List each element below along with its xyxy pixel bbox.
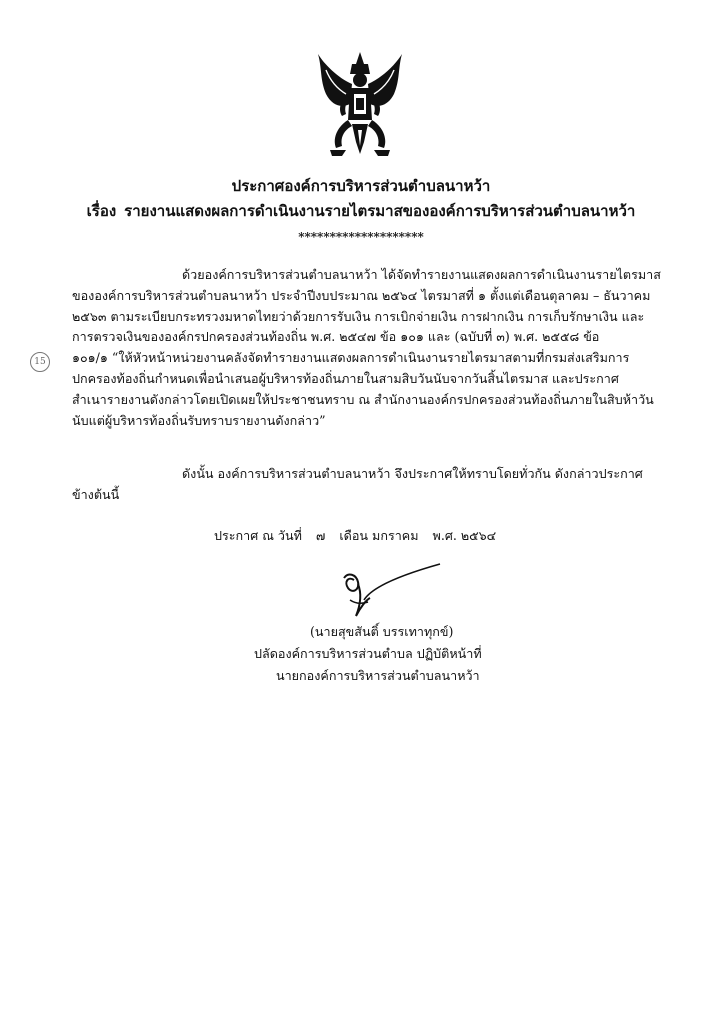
date-prefix: ประกาศ ณ วันที่ bbox=[214, 528, 302, 543]
paragraph-line: การตรวจเงินขององค์กรปกครองส่วนท้องถิ่น พ.ศ. ๒๕๔๗ ข้อ ๑๐๑ และ (ฉบับที่ ๓) พ.ศ. ๒๕๕๘ ข้อ bbox=[72, 329, 600, 345]
paragraph-line: สำเนารายงานดังกล่าวโดยเปิดเผยให้ประชาชนทราบ ณ สำนักงานองค์กรปกครองส่วนท้องถิ่นภายในสิบห้าวัน bbox=[72, 391, 654, 407]
paragraph-line: ๒๕๖๓ ตามระเบียบกระทรวงมหาดไทยว่าด้วยการรับเงิน การเบิกจ่ายเงิน การฝากเงิน การเก็บรักษาเงิน และ bbox=[72, 308, 645, 324]
subject-label: เรื่อง bbox=[86, 202, 117, 220]
paragraph-line: ดังนั้น องค์การบริหารส่วนตำบลนาหว้า จึงประกาศให้ทราบโดยทั่วกัน ดังกล่าวประกาศ bbox=[182, 466, 643, 481]
paragraph-line: ขององค์การบริหารส่วนตำบลนาหว้า ประจำปีงบประมาณ ๒๕๖๔ ไตรมาสที่ ๑ ตั้งแต่เดือนตุลาคม – ธันวาคม bbox=[72, 287, 651, 303]
paragraph-line: ๑๐๑/๑ “ให้หัวหน้าหน่วยงานคลังจัดทำรายงานแสดงผลการดำเนินงานรายไตรมาสตามที่กรมส่งเสริมการ bbox=[72, 350, 630, 366]
paragraph-line: ด้วยองค์การบริหารส่วนตำบลนาหว้า ได้จัดทำรายงานแสดงผลการดำเนินงานรายไตรมาส bbox=[182, 267, 661, 282]
date-month: เดือน มกราคม bbox=[339, 528, 419, 543]
body-paragraph-1 bbox=[72, 265, 660, 431]
date-year: พ.ศ. ๒๕๖๔ bbox=[432, 528, 497, 543]
signatory-position-2: นายกองค์การบริหารส่วนตำบลนาหว้า bbox=[276, 668, 480, 683]
separator-line: ******************** bbox=[298, 230, 424, 244]
paragraph-line: ปกครองท้องถิ่นกำหนดเพื่อนำเสนอผู้บริหารท้องถิ่นภายในสามสิบวันนับจากวันสิ้นไตรมาส และประกาศ bbox=[72, 370, 619, 386]
signatory-name: (นายสุขสันติ์ บรรเทาทุกข์) bbox=[310, 624, 454, 639]
margin-page-mark: 15 bbox=[30, 352, 50, 372]
subject-text: รายงานแสดงผลการดำเนินงานรายไตรมาสขององค์การบริหารส่วนตำบลนาหว้า bbox=[124, 202, 636, 220]
announcement-subject bbox=[0, 199, 722, 223]
body-paragraph-2 bbox=[72, 464, 660, 506]
paragraph-line: ข้างต้นนี้ bbox=[72, 486, 120, 502]
handwritten-signature bbox=[330, 560, 450, 620]
signatory-position-1: ปลัดองค์การบริหารส่วนตำบล ปฏิบัติหน้าที่ bbox=[254, 646, 482, 661]
garuda-emblem bbox=[312, 50, 408, 160]
date-day: ๗ bbox=[315, 528, 326, 543]
announcement-date bbox=[214, 526, 510, 546]
announcement-issuer: ประกาศองค์การบริหารส่วนตำบลนาหว้า bbox=[231, 177, 491, 195]
paragraph-line: นับแต่ผู้บริหารท้องถิ่นรับทราบรายงานดังกล่าว” bbox=[72, 412, 326, 428]
